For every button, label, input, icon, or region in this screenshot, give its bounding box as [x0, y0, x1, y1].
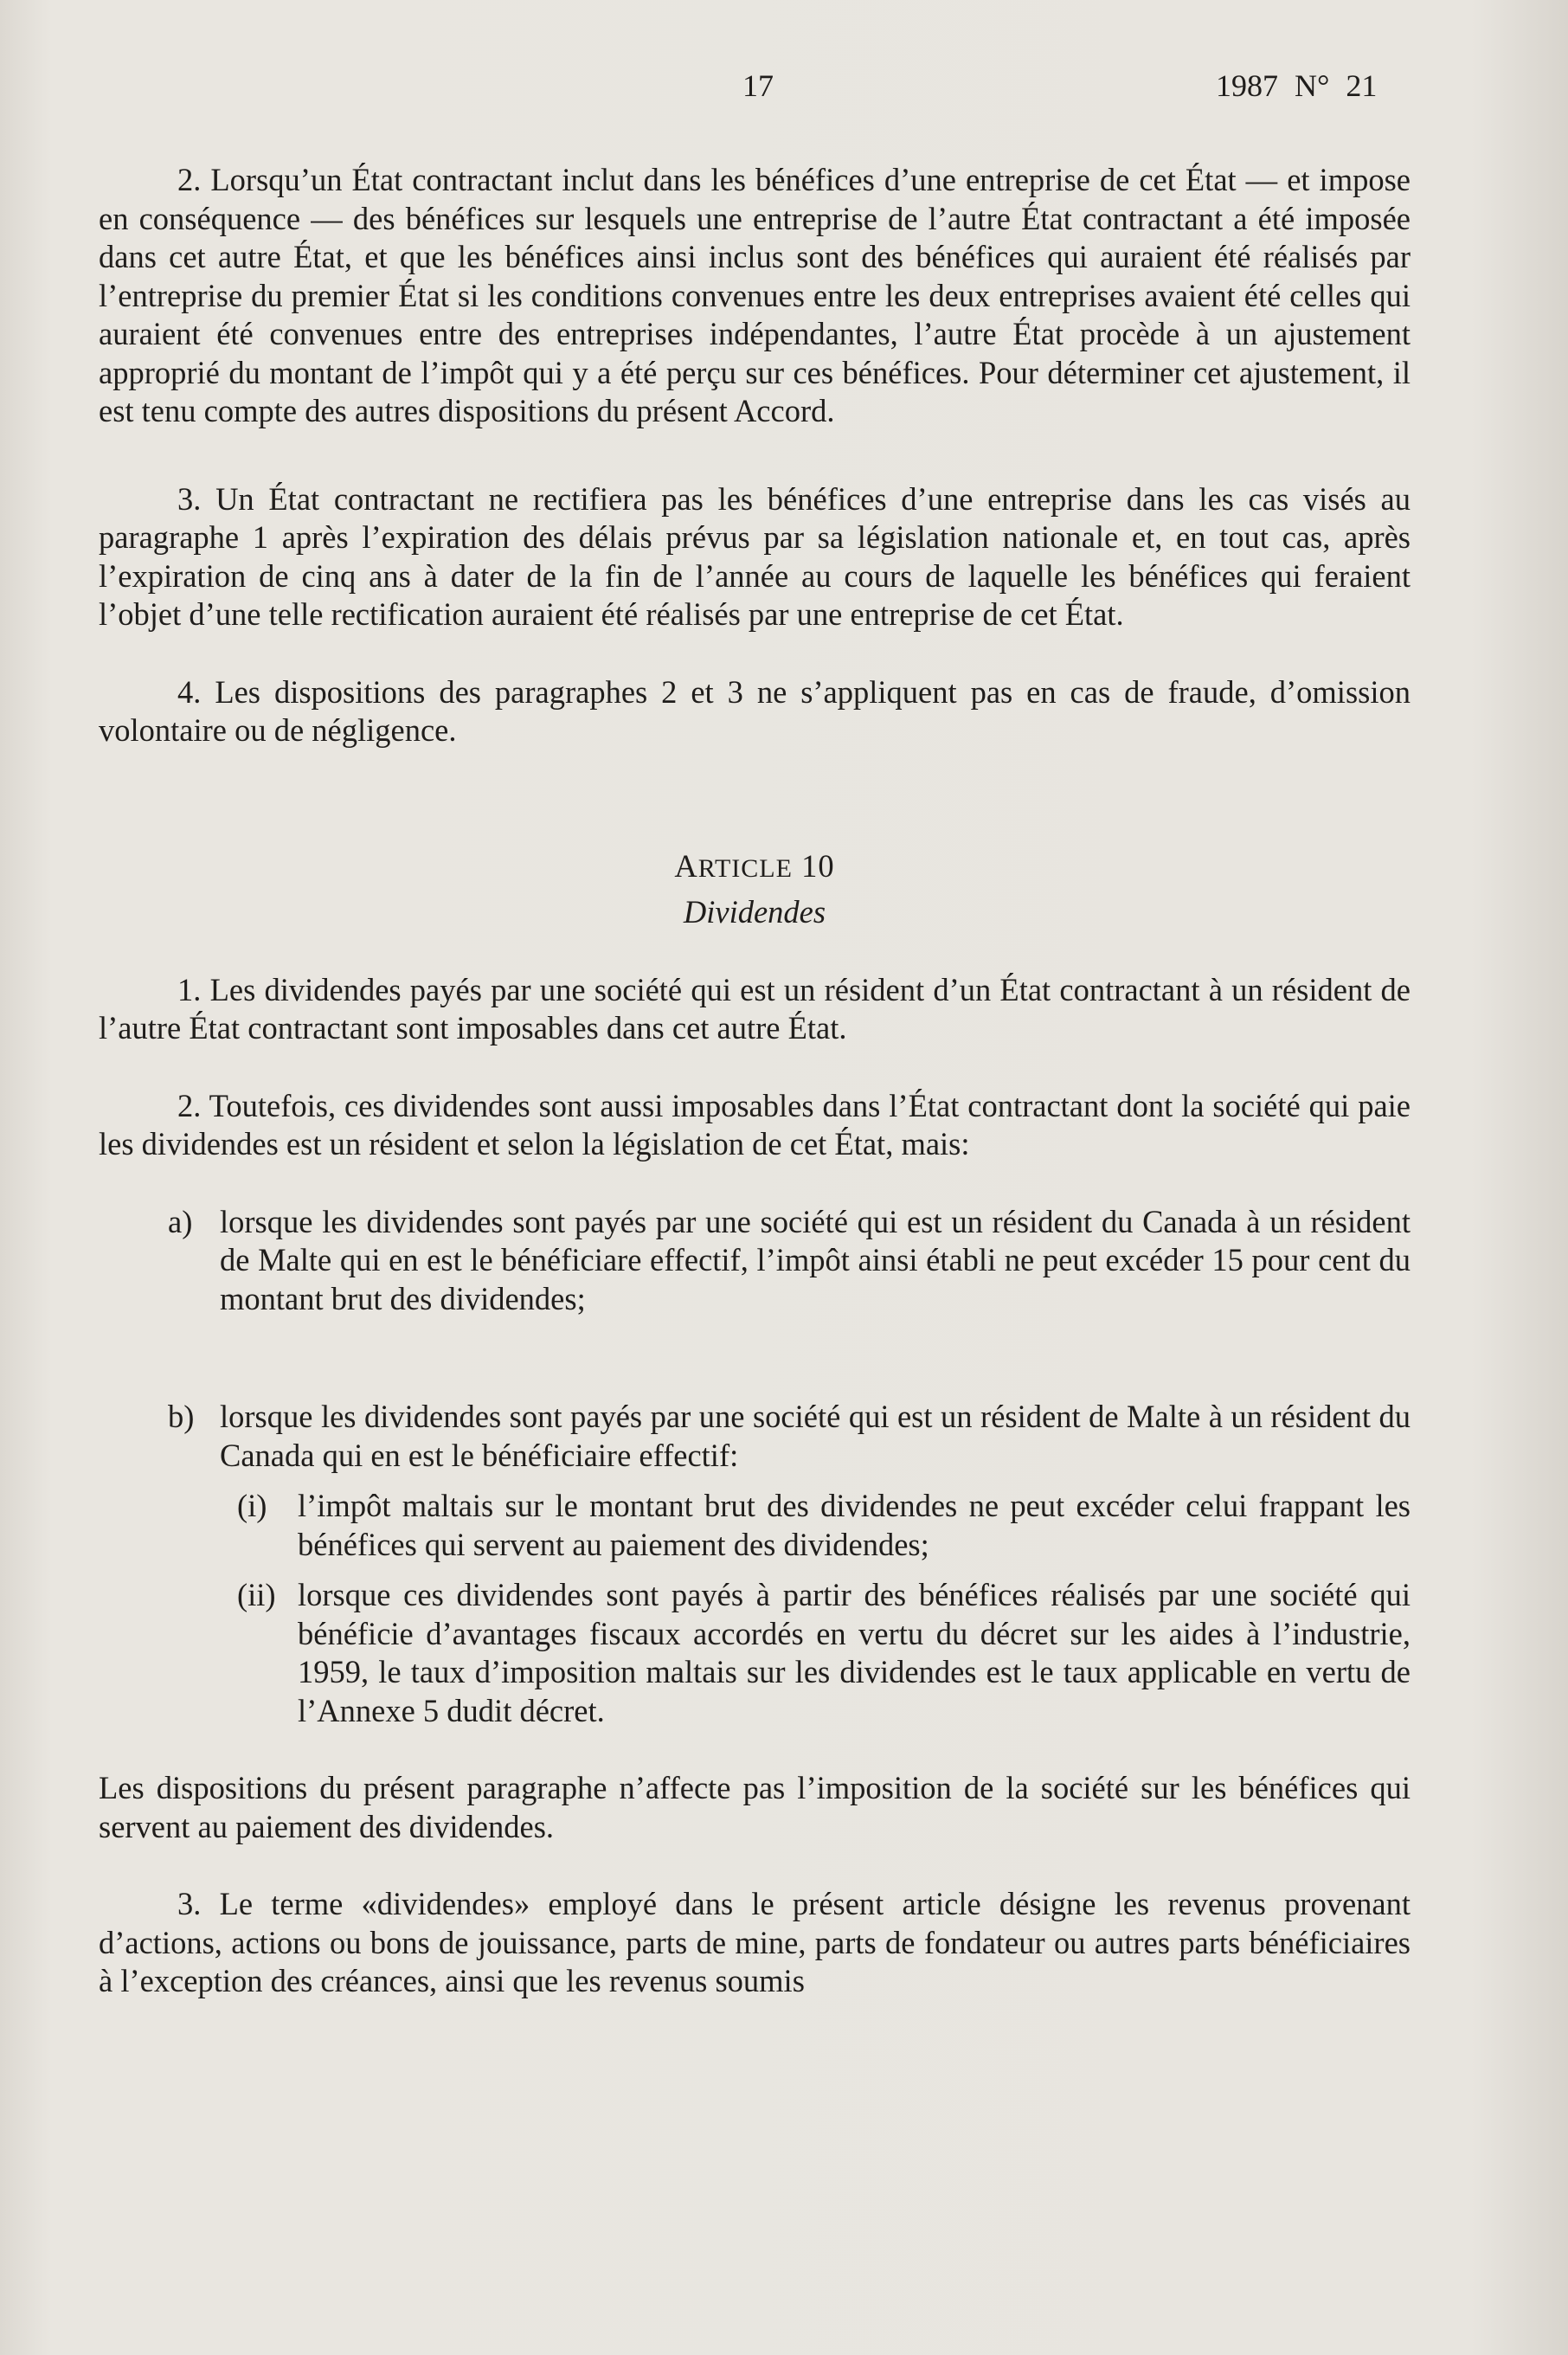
gazette-reference: 1987 N° 21	[1216, 68, 1378, 103]
article9-paragraph-2: 2. Lorsqu’un État contractant inclut dans les bénéfices d’une entreprise de cet État — et impose en conséquence — des bénéfices sur lesquels une entreprise de l’autre État contractant a été imposée dans cet autre État, et que les bénéfices ainsi inclus sont des bénéfices qui auraient été réalisés par l’entreprise du premier État si les conditions convenues entre les deux entreprises avaient été celles qui auraient été convenues entre des entreprises indépendantes, l’autre État procède à un ajustement approprié du montant de l’impôt qui y a été perçu sur ces bénéfices. Pour déterminer cet ajustement, il est tenu compte des autres dispositions du présent Accord.	[99, 162, 1411, 428]
article10-paragraph-1: 1. Les dividendes payés par une société qui est un résident d’un État contractant à un résident de l’autre État contractant sont imposables dans cet autre État.	[99, 971, 1411, 1046]
list-item-b-ii	[99, 1576, 1411, 1730]
article10-paragraph-2-closing: Les dispositions du présent paragraphe n’affecte pas l’imposition de la société sur les bénéfices qui servent au paiement des dividendes.	[99, 1770, 1411, 1844]
article-number: 10	[801, 847, 835, 884]
article9-paragraph-4: 4. Les dispositions des paragraphes 2 et 3 ne s’appliquent pas en cas de fraude, d’omission volontaire ou de négligence.	[99, 673, 1411, 748]
article-heading-initial: A	[674, 847, 698, 884]
list-item-b-i	[99, 1487, 1411, 1564]
article10-paragraph-2: 2. Toutefois, ces dividendes sont aussi imposables dans l’État contractant dont la société qui paie les dividendes est un résident et selon la législation de cet État, mais:	[99, 1087, 1411, 1161]
list-item-b-i-text: l’impôt maltais sur le montant brut des dividendes ne peut excéder celui frappant les bénéfices qui servent au paiement des dividendes;	[298, 1488, 1411, 1562]
article9-paragraph-3: 3. Un État contractant ne rectifiera pas les bénéfices d’une entreprise dans les cas visés au paragraphe 1 après l’expiration des délais prévus par sa législation nationale et, en tout cas, après l’expiration de cinq ans à dater de la fin de l’année au cours de laquelle les bénéfices qui feraient l’objet d’une telle rectification auraient été réalisés par une entreprise de cet État.	[99, 480, 1411, 632]
list-item-b-label: b)	[168, 1399, 195, 1434]
article-heading	[99, 847, 1411, 889]
list-item-b-i-label: (i)	[237, 1488, 267, 1523]
list-item-a-label: a)	[168, 1203, 193, 1239]
list-item-b-ii-text: lorsque ces dividendes sont payés à partir des bénéfices réalisés par une société qui bénéficie d’avantages fiscaux accordés en vertu du décret sur les aides à l’industrie, 1959, le taux d’imposition maltais sur les dividendes est le taux applicable en vertu de l’Annexe 5 dudit décret.	[298, 1577, 1411, 1728]
article-subtitle: Dividendes	[683, 894, 826, 930]
article-heading-word: RTICLE	[697, 853, 793, 883]
list-item-a	[99, 1203, 1411, 1319]
document-body	[99, 161, 1411, 2001]
list-item-b	[99, 1398, 1411, 1475]
page-number: 17	[742, 68, 774, 103]
list-item-a-text: lorsque les dividendes sont payés par une société qui est un résident du Canada à un résident de Malte qui en est le bénéficiare effectif, l’impôt ainsi établi ne peut excéder 15 pour cent du montant brut des dividendes;	[220, 1203, 1411, 1316]
page-header	[0, 68, 1568, 111]
list-item-b-text: lorsque les dividendes sont payés par une société qui est un résident de Malte à un résident du Canada qui en est le bénéficiaire effectif:	[220, 1399, 1411, 1473]
list-item-b-ii-label: (ii)	[237, 1577, 276, 1612]
article10-paragraph-3: 3. Le terme «dividendes» employé dans le présent article désigne les revenus provenant d’actions, actions ou bons de jouissance, parts de mine, parts de fondateur ou autres parts bénéficiaires à l’exception des créances, ainsi que les revenus soumis	[99, 1886, 1411, 1998]
